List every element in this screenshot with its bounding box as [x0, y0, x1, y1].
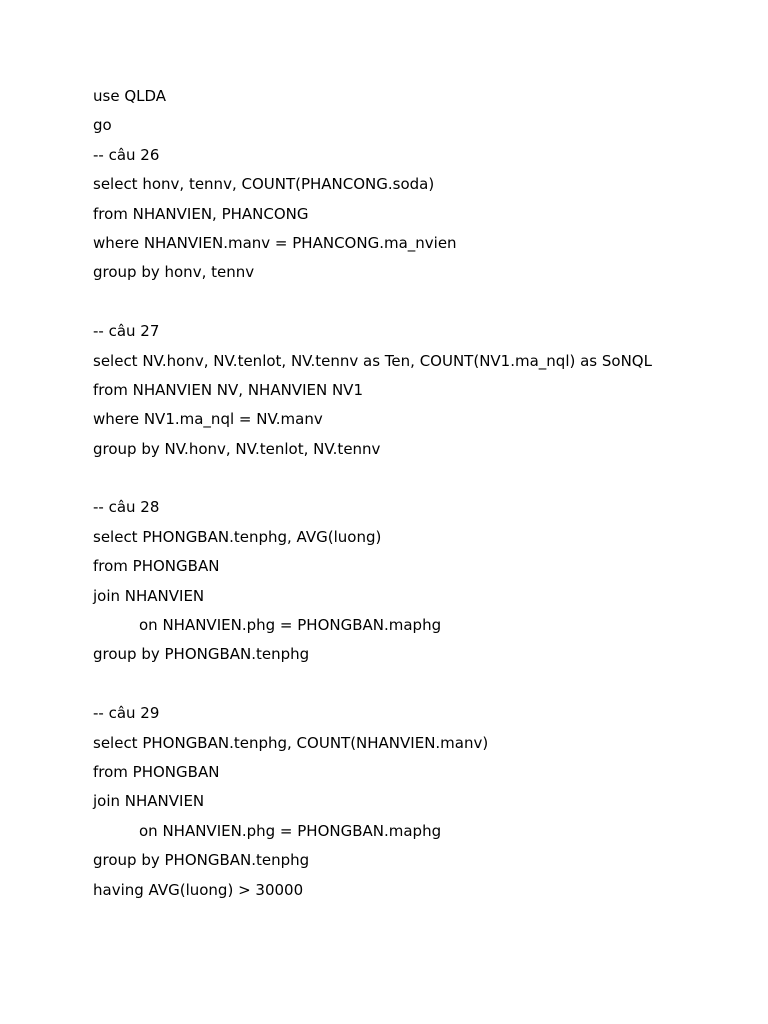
- blank-line: [93, 673, 733, 702]
- code-line: join NHANVIEN: [93, 792, 205, 811]
- code-line: where NHANVIEN.manv = PHANCONG.ma_nvien: [93, 233, 457, 252]
- comment-line: -- câu 27: [93, 322, 160, 341]
- code-line: join NHANVIEN: [93, 586, 205, 605]
- code-line: select honv, tennv, COUNT(PHANCONG.soda): [93, 175, 435, 194]
- code-line: from NHANVIEN NV, NHANVIEN NV1: [93, 380, 363, 399]
- code-line: from PHONGBAN: [93, 557, 220, 576]
- code-line-indented: on NHANVIEN.phg = PHONGBAN.maphg: [139, 821, 442, 840]
- code-line: having AVG(luong) > 30000: [93, 880, 304, 899]
- code-line: where NV1.ma_nql = NV.manv: [93, 410, 323, 429]
- code-line: group by NV.honv, NV.tenlot, NV.tennv: [93, 439, 381, 458]
- comment-line: -- câu 28: [93, 498, 160, 517]
- code-line: from NHANVIEN, PHANCONG: [93, 204, 309, 223]
- comment-line: -- câu 26: [93, 145, 160, 164]
- code-line: go: [93, 116, 112, 135]
- comment-line: -- câu 29: [93, 704, 160, 723]
- blank-line: [93, 467, 733, 496]
- code-line: from PHONGBAN: [93, 762, 220, 781]
- code-line: use QLDA: [93, 87, 167, 105]
- blank-line: [93, 291, 733, 320]
- code-line: select PHONGBAN.tenphg, COUNT(NHANVIEN.manv): [93, 733, 489, 752]
- sql-script: [93, 85, 733, 908]
- code-line-indented: on NHANVIEN.phg = PHONGBAN.maphg: [139, 616, 442, 635]
- code-line: select PHONGBAN.tenphg, AVG(luong): [93, 527, 382, 546]
- code-line: group by PHONGBAN.tenphg: [93, 645, 310, 664]
- code-line: select NV.honv, NV.tenlot, NV.tennv as Ten, COUNT(NV1.ma_nql) as SoNQL: [93, 351, 652, 370]
- code-line: group by PHONGBAN.tenphg: [93, 851, 310, 870]
- code-line: group by honv, tennv: [93, 263, 255, 282]
